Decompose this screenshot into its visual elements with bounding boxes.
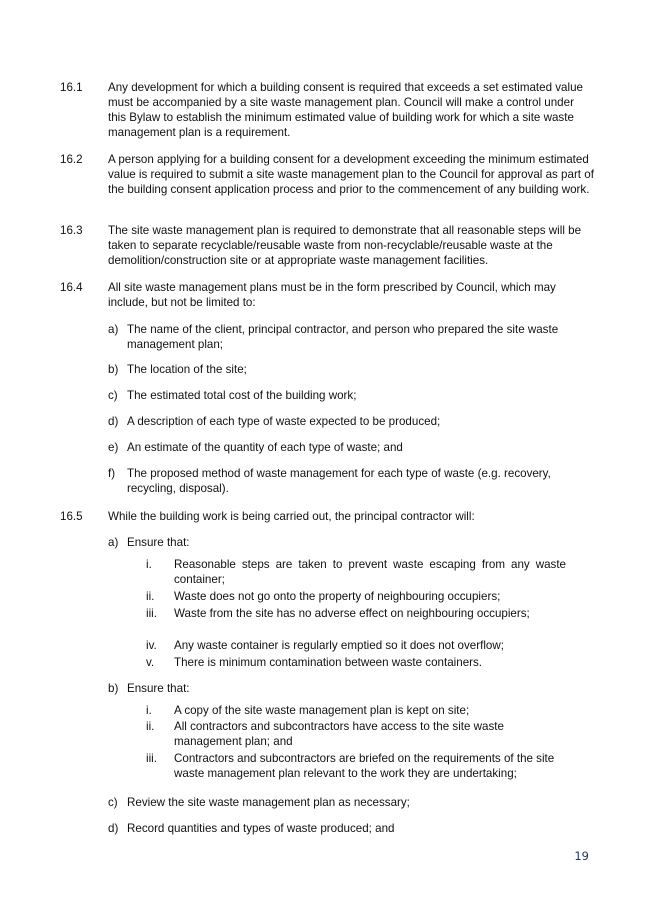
list-item [108, 322, 598, 352]
clause-number: 16.2 [60, 153, 83, 166]
list-item [108, 535, 598, 550]
list-item [108, 388, 598, 403]
sub-item [146, 638, 566, 653]
clause-16-2 [60, 152, 595, 197]
sub-item-label: ii. [146, 590, 155, 603]
list-item-text: The proposed method of waste management for each type of waste (e.g. recovery, recycling, disposal). [127, 467, 551, 495]
clause-number: 16.3 [60, 224, 83, 237]
clause-16-1 [60, 80, 595, 140]
sub-item-label: iv. [146, 639, 157, 652]
sub-item-label: iii. [146, 752, 157, 765]
list-item-text: The name of the client, principal contractor, and person who prepared the site waste management plan; [127, 323, 559, 351]
list-item-label: f) [108, 467, 116, 480]
sub-item-text: All contractors and subcontractors have access to the site waste management plan; and [174, 720, 504, 748]
list-item [108, 440, 598, 455]
sub-item [146, 703, 566, 718]
sub-item-label: i. [146, 558, 152, 571]
list-item-label: b) [108, 363, 119, 376]
clause-number: 16.1 [60, 81, 83, 94]
sub-item-text: Waste does not go onto the property of neighbouring occupiers; [174, 590, 501, 603]
list-item-label: b) [108, 682, 119, 695]
list-item-text: The estimated total cost of the building work; [127, 389, 357, 402]
list-item-label: d) [108, 415, 119, 428]
clause-16-5 [60, 509, 595, 524]
list-item [108, 795, 598, 810]
sub-item [146, 655, 566, 670]
sub-item [146, 751, 566, 781]
sub-item [146, 589, 566, 604]
sub-item-label: i. [146, 704, 152, 717]
page-number: 19 [574, 849, 589, 863]
sub-item-text: There is minimum contamination between waste containers. [174, 656, 483, 669]
list-item-text: Record quantities and types of waste produced; and [127, 822, 395, 835]
list-item-text: The location of the site; [127, 363, 247, 376]
list-item-text: Ensure that: [127, 682, 190, 695]
list-item-label: c) [108, 796, 118, 809]
clause-number: 16.5 [60, 510, 83, 523]
sub-item-text: Any waste container is regularly emptied so it does not overflow; [174, 639, 504, 652]
list-item [108, 362, 598, 377]
list-item-label: a) [108, 323, 119, 336]
list-item [108, 466, 598, 496]
sub-item-text: A copy of the site waste management plan is kept on site; [174, 704, 470, 717]
list-item-text: A description of each type of waste expected to be produced; [127, 415, 441, 428]
clause-number: 16.4 [60, 281, 83, 294]
clause-text: Any development for which a building consent is required that exceeds a set estimated value must be accompanied by a site waste management plan. Council will make a control under this Bylaw to establish the minimum estimated value of building work for which a site waste management plan is a requirement. [108, 81, 583, 139]
list-item [108, 821, 598, 836]
sub-item [146, 606, 566, 621]
sub-item-text: Reasonable steps are taken to prevent waste escaping from any waste container; [174, 558, 566, 586]
list-item-text: Ensure that: [127, 536, 190, 549]
clause-16-4 [60, 280, 595, 310]
clause-text: While the building work is being carried out, the principal contractor will: [108, 510, 475, 523]
list-item-label: c) [108, 389, 118, 402]
sub-item-label: iii. [146, 607, 157, 620]
list-item-label: d) [108, 822, 119, 835]
list-item-text: Review the site waste management plan as necessary; [127, 796, 410, 809]
sub-item [146, 557, 566, 587]
list-item-text: An estimate of the quantity of each type of waste; and [127, 441, 403, 454]
clause-text: A person applying for a building consent for a development exceeding the minimum estimated value is required to submit a site waste management plan to the Council for approval as part of the building consent application process and prior to the commencement of any building work. [108, 153, 594, 196]
list-item-label: a) [108, 536, 119, 549]
clause-16-3 [60, 223, 595, 268]
clause-text: All site waste management plans must be in the form prescribed by Council, which may include, but not be limited to: [108, 281, 556, 309]
sub-item [146, 719, 566, 749]
sub-item-text: Waste from the site has no adverse effect on neighbouring occupiers; [174, 607, 530, 620]
sub-item-label: ii. [146, 720, 155, 733]
list-item-label: e) [108, 441, 119, 454]
list-item [108, 681, 598, 696]
clause-text: The site waste management plan is required to demonstrate that all reasonable steps will be taken to separate recyclable/reusable waste from non-recyclable/reusable waste at the demolition/construction site or at appropriate waste management facilities. [108, 224, 582, 267]
sub-item-text: Contractors and subcontractors are briefed on the requirements of the site waste management plan relevant to the work they are undertaking; [174, 752, 555, 780]
sub-item-label: v. [146, 656, 155, 669]
list-item [108, 414, 598, 429]
